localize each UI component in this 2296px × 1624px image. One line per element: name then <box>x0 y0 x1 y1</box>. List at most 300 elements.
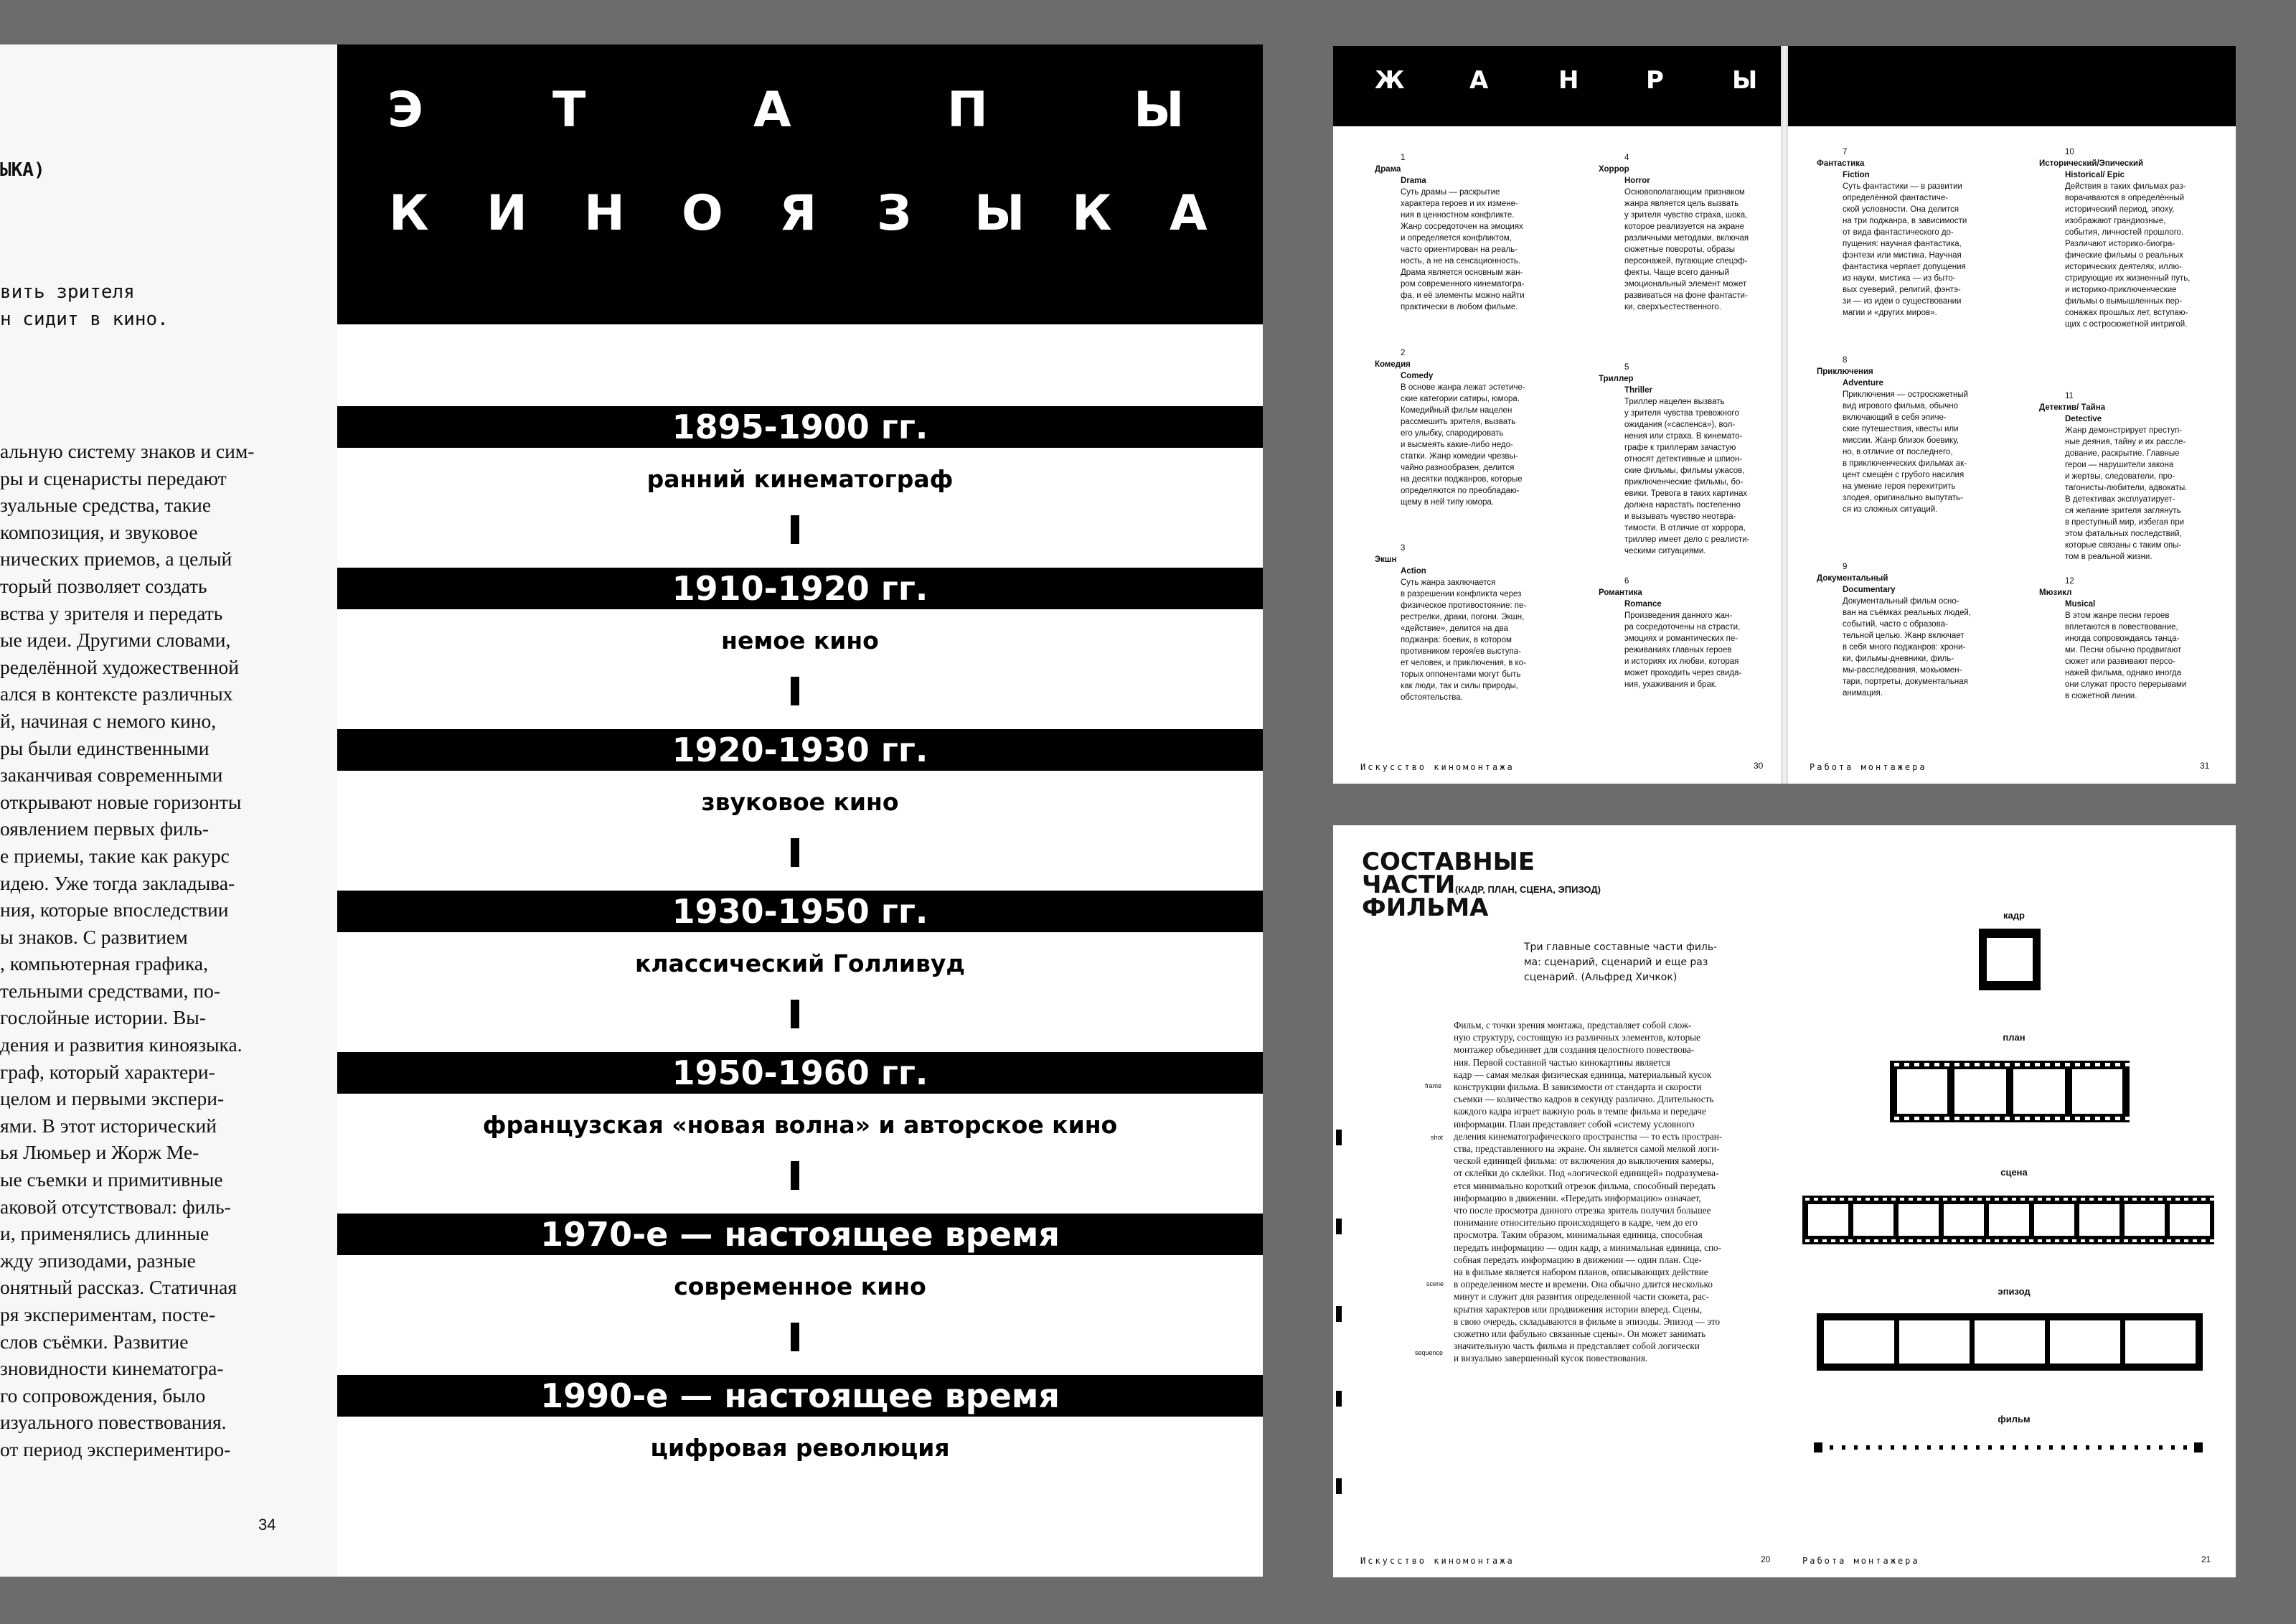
genre-desc-line: но, в отличие от последнего, <box>1843 448 1953 456</box>
sprocket-hole <box>1943 1198 1947 1201</box>
genre-desc-line: Суть фантастики — в развитии <box>1843 182 1962 191</box>
left-body-line: тельными средствами, по- <box>0 979 221 1002</box>
body-line: ную структуру, состоящую из различных элементов, которые <box>1454 1032 1700 1043</box>
genre-desc-line: тагонисты-любители, адвокаты. <box>2065 484 2188 492</box>
sprocket-hole <box>1969 1198 1973 1201</box>
strip-scene <box>1802 1196 2214 1244</box>
strip-shot <box>1890 1061 2130 1122</box>
sprocket-hole <box>2095 1117 2100 1120</box>
sprocket-hole <box>1952 1198 1956 1201</box>
sprocket-hole <box>1814 1239 1818 1242</box>
film-dot <box>2135 1445 2138 1450</box>
episode-frame <box>2125 1320 2196 1363</box>
left-body-line: альную систему знаков и сим- <box>0 440 255 462</box>
sprocket-hole <box>1904 1117 1909 1120</box>
genre-desc-line: ет человек, и приключения, в ко- <box>1401 659 1526 667</box>
film-parts-spread <box>1333 825 2236 1577</box>
genre-number: 3 <box>1401 544 1406 553</box>
page-number-31: 31 <box>2200 761 2210 771</box>
genre-desc-line: на умение героя перехитрить <box>1843 482 1956 491</box>
episode-frame <box>1824 1320 1894 1363</box>
sprocket-hole <box>1926 1198 1930 1201</box>
sprocket-hole <box>1857 1239 1861 1242</box>
left-body-line: аковой отсутствовал: филь- <box>0 1195 231 1218</box>
genre-desc-line: часто ориентирован на реаль- <box>1401 245 1518 254</box>
sprocket-hole <box>1944 1117 1949 1120</box>
genre-number: 1 <box>1401 154 1406 162</box>
sprocket-hole <box>2012 1239 2016 1242</box>
genre-desc-line: событий, часто с образова- <box>1843 620 1948 629</box>
sprocket-hole <box>1934 1063 1939 1066</box>
scene-frame <box>2034 1204 2074 1236</box>
genre-desc-line: должна нарастать постепенно <box>1624 501 1741 510</box>
genre-desc-line: евики. Тревога в таких картинах <box>1624 489 1748 498</box>
stages-title-block <box>337 44 1263 324</box>
left-body-line: заканчивая современными <box>0 764 223 787</box>
sprocket-hole <box>1891 1198 1896 1201</box>
genre-desc-line: сонажах прошлых лет, вступаю- <box>2065 309 2188 317</box>
genre-number: 7 <box>1843 148 1848 156</box>
sprocket-hole <box>2035 1117 2040 1120</box>
body-line: на в фильме является набором планов, описывающих действие <box>1454 1267 1708 1278</box>
sprocket-hole <box>1924 1117 1929 1120</box>
title-letter: К <box>389 185 429 242</box>
genre-desc-line: ся желание зрителя заглянуть <box>2065 507 2181 515</box>
genre-name-ru: Исторический/Эпический <box>2039 159 2144 168</box>
sprocket-hole <box>2167 1239 2171 1242</box>
sprocket-hole <box>1954 1117 1959 1120</box>
genre-desc-line: ния, ухаживания и брак. <box>1624 680 1718 689</box>
film-dot <box>2098 1445 2102 1450</box>
film-dot <box>1939 1445 1943 1450</box>
genre-desc-line: может проходить через свида- <box>1624 669 1742 677</box>
left-body-line: й, начиная с немого кино, <box>0 709 217 732</box>
scene-frame <box>1808 1204 1848 1236</box>
genre-desc-line: которое реализуется на экране <box>1624 222 1745 231</box>
genre-desc-line: в себя много поджанров: хрони- <box>1843 643 1966 652</box>
parts-footer-right: Работа монтажера <box>1802 1556 1920 1566</box>
sprocket-hole <box>2105 1117 2110 1120</box>
scene-frame <box>2079 1204 2119 1236</box>
genre-desc-line: том в реальной жизни. <box>2065 553 2152 561</box>
genre-block <box>1375 152 1576 313</box>
body-line: информацию в движении. «Передать информацию» означает, <box>1454 1192 1701 1203</box>
sprocket-hole <box>2012 1198 2016 1201</box>
sprocket-hole <box>2132 1239 2137 1242</box>
genre-desc-line: тельной целью. Жанр включает <box>1843 632 1965 640</box>
genre-desc-line: и жертвы, следователи, про- <box>2065 472 2175 481</box>
sprocket-hole <box>2075 1117 2080 1120</box>
stage-name: французская «новая волна» и авторское кино <box>482 1111 1118 1139</box>
genre-desc-line: вых суеверий, религий, фэнтэ- <box>1843 286 1961 294</box>
title-letter: З <box>877 185 912 242</box>
genre-desc-line: и вызывать чувство неотвра- <box>1624 512 1736 521</box>
title-letter: П <box>947 82 988 139</box>
sprocket-hole <box>1985 1063 1990 1066</box>
genre-desc-line: реживаниях главных героев <box>1624 646 1732 654</box>
sprocket-hole <box>1952 1239 1956 1242</box>
body-line: крытия характеров или продвижения истории вперед. Сцены, <box>1454 1303 1703 1315</box>
genre-desc-line: в разрешении конфликта через <box>1401 590 1522 599</box>
genre-desc-line: злодея, оригинально выпутать- <box>1843 494 1963 502</box>
genre-desc-line: магии и «других миров». <box>1843 309 1937 317</box>
sprocket-hole <box>1934 1239 1939 1242</box>
sprocket-hole <box>1900 1198 1904 1201</box>
sprocket-hole <box>2020 1198 2025 1201</box>
genre-number: 2 <box>1401 349 1406 357</box>
sprocket-hole <box>2184 1198 2188 1201</box>
genre-desc-line: торых оппонентами могут быть <box>1401 670 1521 679</box>
sprocket-hole <box>1848 1239 1853 1242</box>
strip-film <box>1814 1442 2203 1452</box>
sprocket-hole <box>1914 1063 1919 1066</box>
genre-desc-line: статки. Жанр комедии чрезвы- <box>1401 452 1518 461</box>
sprocket-hole <box>2175 1239 2180 1242</box>
page-number-20: 20 <box>1761 1554 1771 1564</box>
margin-term-frame: frame <box>1425 1082 1442 1089</box>
genre-desc-line: фекты. Чаще всего данный <box>1624 268 1730 277</box>
title-letter: Э <box>387 82 423 139</box>
sprocket-hole <box>2124 1198 2128 1201</box>
genre-desc-line: Суть драмы — раскрытие <box>1401 188 1500 197</box>
sprocket-hole <box>2201 1198 2206 1201</box>
genre-desc-line: этом фатальных последствий, <box>2065 530 2182 538</box>
film-dot <box>2037 1445 2041 1450</box>
sprocket-hole <box>2015 1117 2020 1120</box>
body-line: съемки — количество кадров в секунду различно. Длительность <box>1454 1094 1714 1105</box>
sprocket-hole <box>2193 1198 2197 1201</box>
sprocket-hole <box>1866 1198 1870 1201</box>
genre-desc-line: вид игрового фильма, обычно <box>1843 402 1959 410</box>
stage-name: классический Голливуд <box>634 949 966 977</box>
left-body-line: , компьютерная графика, <box>0 952 208 975</box>
sprocket-hole <box>2158 1239 2163 1242</box>
left-body-line: ями. В этот исторический <box>0 1114 217 1137</box>
genre-desc-line: фэнтези или мистика. Научная <box>1843 251 1962 260</box>
genre-desc-line: приключенческие фильмы, бо- <box>1624 478 1744 487</box>
scene-frame <box>2170 1204 2210 1236</box>
sprocket-hole <box>2055 1063 2060 1066</box>
sprocket-hole <box>2210 1239 2214 1242</box>
genre-desc-line: нения или страха. В кинемато- <box>1624 432 1743 441</box>
scene-frame <box>1944 1204 1984 1236</box>
genre-desc-line: они служат просто перерывами <box>2065 680 2187 689</box>
genre-number: 6 <box>1624 577 1629 586</box>
genre-desc-line: ки, сверхъестественного. <box>1624 303 1721 311</box>
sprocket-hole <box>2055 1117 2060 1120</box>
genre-block <box>1817 355 2018 515</box>
sprocket-hole <box>1975 1117 1980 1120</box>
sprocket-hole <box>1985 1117 1990 1120</box>
scene-frame <box>1853 1204 1893 1236</box>
stage-name: немое кино <box>721 626 879 654</box>
sprocket-hole <box>2184 1239 2188 1242</box>
sprocket-hole <box>1934 1198 1939 1201</box>
body-line: информации. План представляет собой «систему условного <box>1454 1118 1695 1130</box>
film-dot <box>1988 1445 1992 1450</box>
film-dot <box>1915 1445 1919 1450</box>
genre-desc-line: обстоятельства. <box>1401 693 1463 702</box>
sprocket-hole <box>2015 1063 2020 1066</box>
genre-desc-line: определяются по преобладаю- <box>1401 487 1520 495</box>
title-letter: А <box>1170 185 1208 242</box>
sprocket-hole <box>2035 1063 2040 1066</box>
title-letter: Т <box>552 82 586 139</box>
sprocket-hole <box>2025 1117 2030 1120</box>
body-line: деления кинематографического пространства — то есть простран- <box>1454 1130 1723 1142</box>
parts-footer-left: Искусство киномонтажа <box>1360 1556 1515 1566</box>
big-spread-left-page <box>0 44 337 1577</box>
scene-frame <box>1989 1204 2029 1236</box>
left-body-line: торый позволяет создать <box>0 574 207 597</box>
left-body-line: онятный рассказ. Статичная <box>0 1276 237 1299</box>
body-line: кадр — самая мелкая физическая единица, материальный кусок <box>1454 1069 1712 1080</box>
sprocket-hole <box>1909 1239 1913 1242</box>
sprocket-hole <box>2085 1117 2090 1120</box>
genre-desc-line: Различают историко-биогра- <box>2065 240 2175 248</box>
episode-frame <box>1975 1320 2045 1363</box>
title-letter: Н <box>584 185 625 242</box>
sprocket-hole <box>2095 1063 2100 1066</box>
genre-name-en: Thriller <box>1624 386 1652 395</box>
genre-name-ru: Экшн <box>1375 555 1397 564</box>
genre-desc-line: ность, а не на сенсационность. <box>1401 257 1520 266</box>
sprocket-hole <box>1926 1239 1930 1242</box>
genre-desc-line: определённой фантастиче- <box>1843 194 1949 202</box>
genre-desc-line: включающий в себя эпиче- <box>1843 413 1947 422</box>
sprocket-hole <box>1975 1063 1980 1066</box>
sprocket-hole <box>1960 1198 1965 1201</box>
sprocket-hole <box>1805 1239 1810 1242</box>
genre-number: 5 <box>1624 363 1629 372</box>
body-line: собная передать информацию в движении — один план. Сце- <box>1454 1254 1702 1265</box>
sprocket-hole <box>1977 1239 1982 1242</box>
left-body-line: нических приемов, а целый <box>0 548 232 571</box>
parts-title-line-1: СОСТАВНЫЕ <box>1362 848 1535 876</box>
sprocket-hole <box>2045 1117 2050 1120</box>
page-number-21: 21 <box>2201 1554 2211 1564</box>
genre-desc-line: щему в ней типу юмора. <box>1401 498 1495 507</box>
genre-desc-line: ван на съёмках реальных людей, <box>1843 609 1971 617</box>
film-dot <box>2049 1445 2053 1450</box>
genre-desc-line: тимости. В отличие от хоррора, <box>1624 524 1746 532</box>
sprocket-hole <box>2105 1063 2110 1066</box>
sprocket-hole <box>2201 1239 2206 1242</box>
film-dot <box>1927 1445 1931 1450</box>
genre-desc-line: Основополагающим признаком <box>1624 188 1745 197</box>
scene-frame <box>2125 1204 2165 1236</box>
parts-title-subtitle: (КАДР, ПЛАН, СЦЕНА, ЭПИЗОД) <box>1455 884 1601 895</box>
genre-desc-line: различными методами, включая <box>1624 234 1749 243</box>
sprocket-hole <box>1857 1198 1861 1201</box>
sprocket-hole <box>2020 1239 2025 1242</box>
sprocket-hole <box>1995 1063 2000 1066</box>
stage-name: ранний кинематограф <box>646 465 954 493</box>
label-shot: план <box>2003 1032 2026 1043</box>
sprocket-hole <box>1822 1198 1827 1201</box>
genre-name-en: Detective <box>2065 415 2102 423</box>
body-line: понимание относительно происходящего в кадре, чем до его <box>1454 1217 1698 1229</box>
genre-desc-line: ра сосредоточены на страсти, <box>1624 623 1741 632</box>
genre-desc-line: противником героя/ев выступа- <box>1401 647 1521 656</box>
sprocket-hole <box>1814 1198 1818 1201</box>
genre-desc-line: физическое противостояние: пе- <box>1401 601 1527 610</box>
genre-number: 9 <box>1843 563 1848 571</box>
left-body-line: ры были единственными <box>0 736 210 759</box>
stage-years: 1920-1930 гг. <box>672 731 928 769</box>
genre-block <box>1817 146 2018 319</box>
footer-right: Работа монтажера <box>1810 762 1927 772</box>
sprocket-hole <box>2055 1239 2059 1242</box>
genre-desc-line: фа, и её элементы можно найти <box>1401 291 1525 300</box>
sprocket-hole <box>1977 1198 1982 1201</box>
sprocket-hole <box>2038 1239 2042 1242</box>
left-body-line: ы знаков. С развитием <box>0 925 188 948</box>
sprocket-hole <box>2038 1198 2042 1201</box>
body-line: конструкции фильма. В зависимости от стандарта и скорости <box>1454 1081 1702 1093</box>
sprocket-hole <box>2141 1239 2145 1242</box>
genre-name-en: Adventure <box>1843 379 1883 388</box>
body-line: что после просмотра данного отрезка зритель получил большее <box>1454 1205 1711 1216</box>
sprocket-hole <box>2158 1198 2163 1201</box>
genre-desc-line: персонажей, пугающие спецэф- <box>1624 257 1748 266</box>
film-dot <box>2074 1445 2077 1450</box>
film-dot <box>1903 1445 1906 1450</box>
genre-desc-line: ся из сложных ситуаций. <box>1843 505 1938 514</box>
sprocket-hole <box>1894 1063 1899 1066</box>
label-frame: кадр <box>2003 910 2025 921</box>
quote-line: Три главные составные части филь- <box>1524 942 1718 953</box>
genre-name-en: Fiction <box>1843 171 1870 179</box>
body-line: ства, представленного на экране. Он является самой мелкой логи- <box>1454 1143 1720 1155</box>
genre-desc-line: которые связаны с таким опы- <box>2065 541 2182 550</box>
film-dot <box>2013 1445 2016 1450</box>
genre-desc-line: тари, портреты, документальная <box>1843 677 1968 686</box>
genre-name-ru: Документальный <box>1817 574 1888 583</box>
body-line: просмотра. Таким образом, минимальная единица, способная <box>1454 1229 1703 1241</box>
genre-desc-line: изображают грандиозные, <box>2065 217 2166 225</box>
margin-term-scene: scene <box>1426 1280 1444 1287</box>
sprocket-hole <box>1995 1239 1999 1242</box>
sprocket-hole <box>1866 1239 1870 1242</box>
sprocket-hole <box>2029 1198 2033 1201</box>
body-line: в определенном месте и времени. Она обычно длится несколько <box>1454 1279 1713 1290</box>
body-line: в свою очередь, складываются в фильме в эпизоды. Эпизод — это <box>1454 1315 1721 1327</box>
genre-desc-line: Приключения — остросюжетный <box>1843 390 1969 399</box>
sprocket-hole <box>2055 1198 2059 1201</box>
film-dot <box>2183 1445 2187 1450</box>
genre-desc-line: и высмеять какие-либо недо- <box>1401 441 1513 449</box>
left-body-line: ры и сценаристы передают <box>0 466 227 489</box>
sprocket-hole <box>2085 1063 2090 1066</box>
genre-desc-line: графе к триллерам зачастую <box>1624 443 1736 452</box>
sprocket-hole <box>2193 1239 2197 1242</box>
title-letter: Я <box>779 185 817 242</box>
genre-desc-line: на десятки поджанров, которые <box>1401 475 1523 484</box>
genre-desc-line: фильмы о вымышленных пер- <box>2065 297 2183 306</box>
genre-desc-line: ские путешествия, квесты или <box>1843 425 1959 433</box>
sprocket-hole <box>2025 1063 2030 1066</box>
genre-name-ru: Романтика <box>1599 588 1642 597</box>
genre-block <box>1817 561 2018 699</box>
left-body-line: ые съемки и примитивные <box>0 1168 223 1191</box>
body-line: значительную часть фильма и представляет собой логически <box>1454 1341 1700 1352</box>
genre-desc-line: события, личностей прошлого. <box>2065 228 2184 237</box>
sprocket-hole <box>2089 1239 2094 1242</box>
genre-desc-line: Документальный фильм осно- <box>1843 597 1959 606</box>
genre-number: 12 <box>2065 577 2074 586</box>
genre-desc-line: Жанр сосредоточен на эмоциях <box>1401 222 1523 231</box>
genre-name-ru: Хоррор <box>1599 165 1629 174</box>
stage-years: 1950-1960 гг. <box>672 1053 928 1092</box>
genre-desc-line: исторический период, эпоху, <box>2065 205 2175 214</box>
stage-years: 1895-1900 гг. <box>672 408 928 446</box>
sprocket-hole <box>2046 1198 2051 1201</box>
sprocket-hole <box>2125 1117 2130 1120</box>
stage-connector <box>791 1000 799 1028</box>
sprocket-hole <box>2167 1198 2171 1201</box>
genre-desc-line: сюжет или развивают персо- <box>2065 657 2175 666</box>
genre-block <box>1599 362 1799 557</box>
stage-name: цифровая революция <box>650 1434 950 1462</box>
genre-desc-line: ской условности. Она делится <box>1843 205 1959 214</box>
genre-block <box>1375 347 1576 508</box>
genre-desc-line: Жанр демонстрирует преступ- <box>2065 426 2183 435</box>
margin-term-shot: shot <box>1431 1134 1444 1141</box>
genre-desc-line: из науки, мистика — из быто- <box>1843 274 1956 283</box>
sprocket-hole <box>1900 1239 1904 1242</box>
sprocket-hole <box>1954 1063 1959 1066</box>
genre-desc-line: Триллер нацелен вызвать <box>1624 398 1725 406</box>
genres-title-letter: Р <box>1646 66 1664 95</box>
genre-desc-line: рассмешить зрителя, вызвать <box>1401 418 1516 426</box>
genre-desc-line: относят детективные и шпион- <box>1624 455 1743 464</box>
left-body-line: вства у зрителя и передать <box>0 601 223 624</box>
genre-name-en: Drama <box>1401 177 1426 185</box>
genre-desc-line: и историях их любви, которая <box>1624 657 1739 666</box>
genre-number: 10 <box>2065 148 2074 156</box>
genre-desc-line: мы-расследования, мокьюмен- <box>1843 666 1962 675</box>
film-dot <box>2159 1445 2163 1450</box>
genre-desc-line: поджанра: боевик, в котором <box>1401 636 1512 644</box>
genre-desc-line: в преступный мир, избегая при <box>2065 518 2185 527</box>
genre-desc-line: ми. Песни обычно продвигают <box>2065 646 2182 654</box>
genre-name-en: Action <box>1401 567 1426 576</box>
genre-name-ru: Комедия <box>1375 360 1411 369</box>
left-body-line: ья Люмьер и Жорж Ме- <box>0 1141 199 1164</box>
sprocket-hole <box>1969 1239 1973 1242</box>
left-body-line: ые идеи. Другими словами, <box>0 629 231 652</box>
sprocket-hole <box>2065 1117 2070 1120</box>
genre-desc-line: В детективах эксплуатирует- <box>2065 495 2175 504</box>
genre-name-en: Documentary <box>1843 586 1896 594</box>
genre-desc-line: ния в ценностном конфликте. <box>1401 211 1515 220</box>
genre-desc-line: Суть жанра заключается <box>1401 578 1496 587</box>
genre-desc-line: В этом жанре песни героев <box>2065 611 2170 620</box>
genre-number: 8 <box>1843 356 1848 365</box>
stage-name: современное кино <box>674 1272 926 1300</box>
sprocket-hole <box>2210 1198 2214 1201</box>
genre-desc-line: стрирующие их жизненный путь, <box>2065 274 2191 283</box>
sprocket-hole <box>1891 1239 1896 1242</box>
parts-title-line-3: ФИЛЬМА <box>1362 893 1489 922</box>
left-body-line: е приемы, такие как ракурс <box>0 844 230 867</box>
left-body-line: зуальные средства, такие <box>0 494 212 517</box>
sprocket-hole <box>1909 1198 1913 1201</box>
film-dot <box>1842 1445 1845 1450</box>
label-episode: эпизод <box>1998 1286 2031 1297</box>
label-scene: сцена <box>2000 1167 2028 1178</box>
